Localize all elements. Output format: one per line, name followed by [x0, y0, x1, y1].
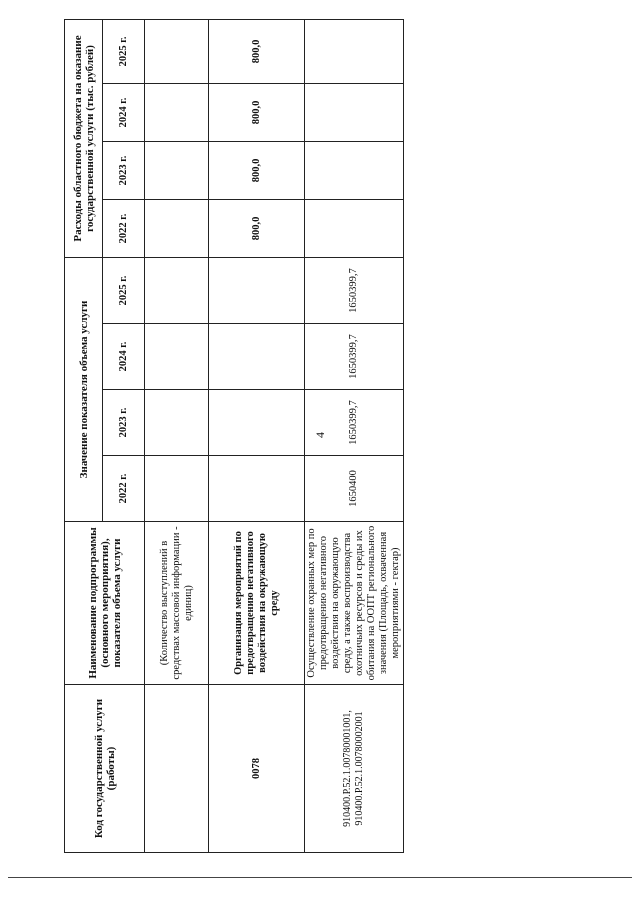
row-expense: 800,0	[209, 141, 305, 199]
row-expense	[145, 19, 209, 83]
header-volume-group: Значение показателя объема услуги	[65, 257, 103, 521]
row-expense	[305, 19, 404, 83]
header-volume-year: 2025 г.	[103, 257, 145, 323]
row-volume	[145, 324, 209, 390]
row-volume	[209, 257, 305, 323]
row-expense: 800,0	[209, 19, 305, 83]
header-volume-year: 2022 г.	[103, 456, 145, 522]
table-row	[305, 19, 404, 852]
row-name: Осуществление охранных мер по предотвращению негативного воздействия на окружающую среду, а также воспроизводства охотничьих ресурсов и среды их обитания на ООПТ регионального значения (Площадь, охваченная мероприятиями - гектар)	[305, 522, 404, 685]
header-expense-year: 2022 г.	[103, 199, 145, 257]
row-expense	[305, 199, 404, 257]
rotated-table-container	[64, 22, 401, 853]
row-volume	[145, 456, 209, 522]
row-expense	[305, 83, 404, 141]
row-expense	[145, 141, 209, 199]
table-row	[209, 19, 305, 852]
row-volume	[145, 390, 209, 456]
row-code: 910400.Р.52.1.00780001001, 910400.Р.52.1.00780002001	[305, 685, 404, 853]
row-name: (Количество выступлений в средствах массовой информации - единиц)	[145, 522, 209, 685]
row-code	[145, 685, 209, 853]
footer-rule	[8, 877, 632, 878]
row-code: 0078	[209, 685, 305, 853]
row-expense	[145, 199, 209, 257]
row-volume	[209, 324, 305, 390]
header-code: Код государственной услуги (работы)	[65, 685, 145, 853]
header-expense-year: 2025 г.	[103, 19, 145, 83]
row-volume: 1650399,7	[305, 324, 404, 390]
row-name: Организация мероприятий по предотвращению негативного воздействия на окружающую среду	[209, 522, 305, 685]
table-row	[145, 19, 209, 852]
row-expense	[305, 141, 404, 199]
header-expense-year: 2023 г.	[103, 141, 145, 199]
row-volume	[145, 257, 209, 323]
header-expense-year: 2024 г.	[103, 83, 145, 141]
page-number: 4	[313, 432, 327, 438]
row-volume: 1650399,7	[305, 390, 404, 456]
header-volume-year: 2023 г.	[103, 390, 145, 456]
row-volume: 1650400	[305, 456, 404, 522]
row-expense: 800,0	[209, 83, 305, 141]
header-expense-group: Расходы областного бюджета на оказание государственной услуги (тыс. рублей)	[65, 19, 103, 257]
row-expense	[145, 83, 209, 141]
row-volume	[209, 456, 305, 522]
row-expense: 800,0	[209, 199, 305, 257]
header-name: Наименование подпрограммы (основного мероприятия), показателя объема услуги	[65, 522, 145, 685]
service-volume-table	[64, 19, 404, 853]
row-volume: 1650399,7	[305, 257, 404, 323]
row-volume	[209, 390, 305, 456]
header-volume-year: 2024 г.	[103, 324, 145, 390]
